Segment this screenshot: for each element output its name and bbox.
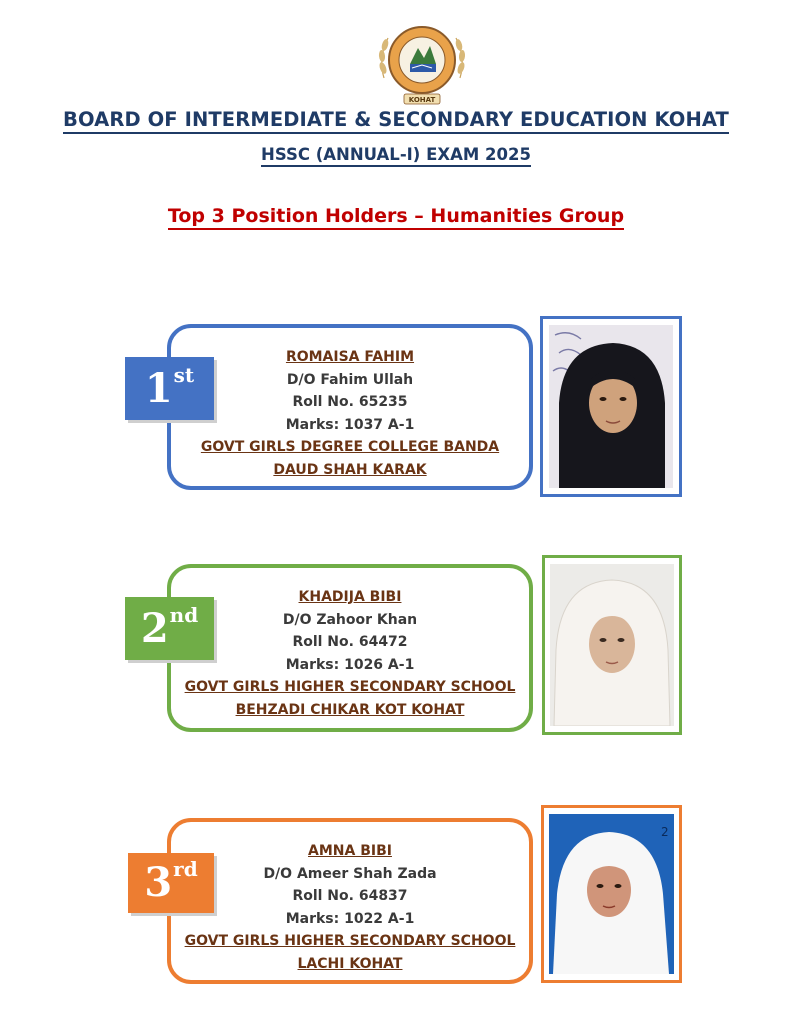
holder-name: KHADIJA BIBI — [298, 589, 402, 605]
position-card-first — [167, 324, 533, 490]
logo-text: KOHAT — [408, 96, 436, 104]
holder-school-line2: DAUD SHAH KARAK — [273, 461, 427, 478]
rank-badge-second: 2 $^{nd}$ — [125, 597, 214, 660]
holder-school-line1: GOVT GIRLS HIGHER SECONDARY SCHOOL — [184, 933, 516, 949]
holder-parent: D/O Ameer Shah Zada — [263, 865, 437, 882]
holder-school-line2: LACHI KOHAT — [297, 955, 403, 972]
exam-title: HSSC (ANNUAL-I) EXAM 2025 — [0, 145, 792, 164]
holder-marks: Marks: 1037 A-1 — [285, 416, 415, 433]
holder-parent: D/O Zahoor Khan — [282, 611, 418, 628]
rank-badge-third: 3 $^{rd}$ — [128, 853, 214, 913]
holder-photo-second — [542, 555, 682, 735]
holder-name: ROMAISA FAHIM — [285, 349, 415, 365]
holder-photo-first — [540, 316, 682, 497]
svg-text:2: 2 — [661, 825, 669, 839]
holder-school-line1: GOVT GIRLS DEGREE COLLEGE BANDA — [200, 439, 500, 455]
position-card-second — [167, 564, 533, 732]
holder-roll: Roll No. 65235 — [292, 394, 408, 410]
holder-school-line2: BEHZADI CHIKAR KOT KOHAT — [235, 701, 465, 718]
section-title: Top 3 Position Holders – Humanities Group — [0, 205, 792, 227]
board-logo — [374, 18, 470, 108]
position-card-third — [167, 818, 533, 984]
holder-parent: D/O Fahim Ullah — [286, 371, 414, 388]
holder-name: AMNA BIBI — [308, 843, 392, 859]
holder-school-line1: GOVT GIRLS HIGHER SECONDARY SCHOOL — [184, 679, 516, 695]
holder-roll: Roll No. 64472 — [292, 634, 408, 650]
holder-roll: Roll No. 64837 — [292, 888, 408, 904]
holder-photo-third — [541, 805, 682, 983]
board-title: BOARD OF INTERMEDIATE & SECONDARY EDUCATION KOHAT — [0, 108, 792, 131]
holder-marks: Marks: 1026 A-1 — [285, 656, 415, 673]
holder-marks: Marks: 1022 A-1 — [285, 910, 415, 927]
rank-badge-first: 1 $^{st}$ — [125, 357, 214, 420]
